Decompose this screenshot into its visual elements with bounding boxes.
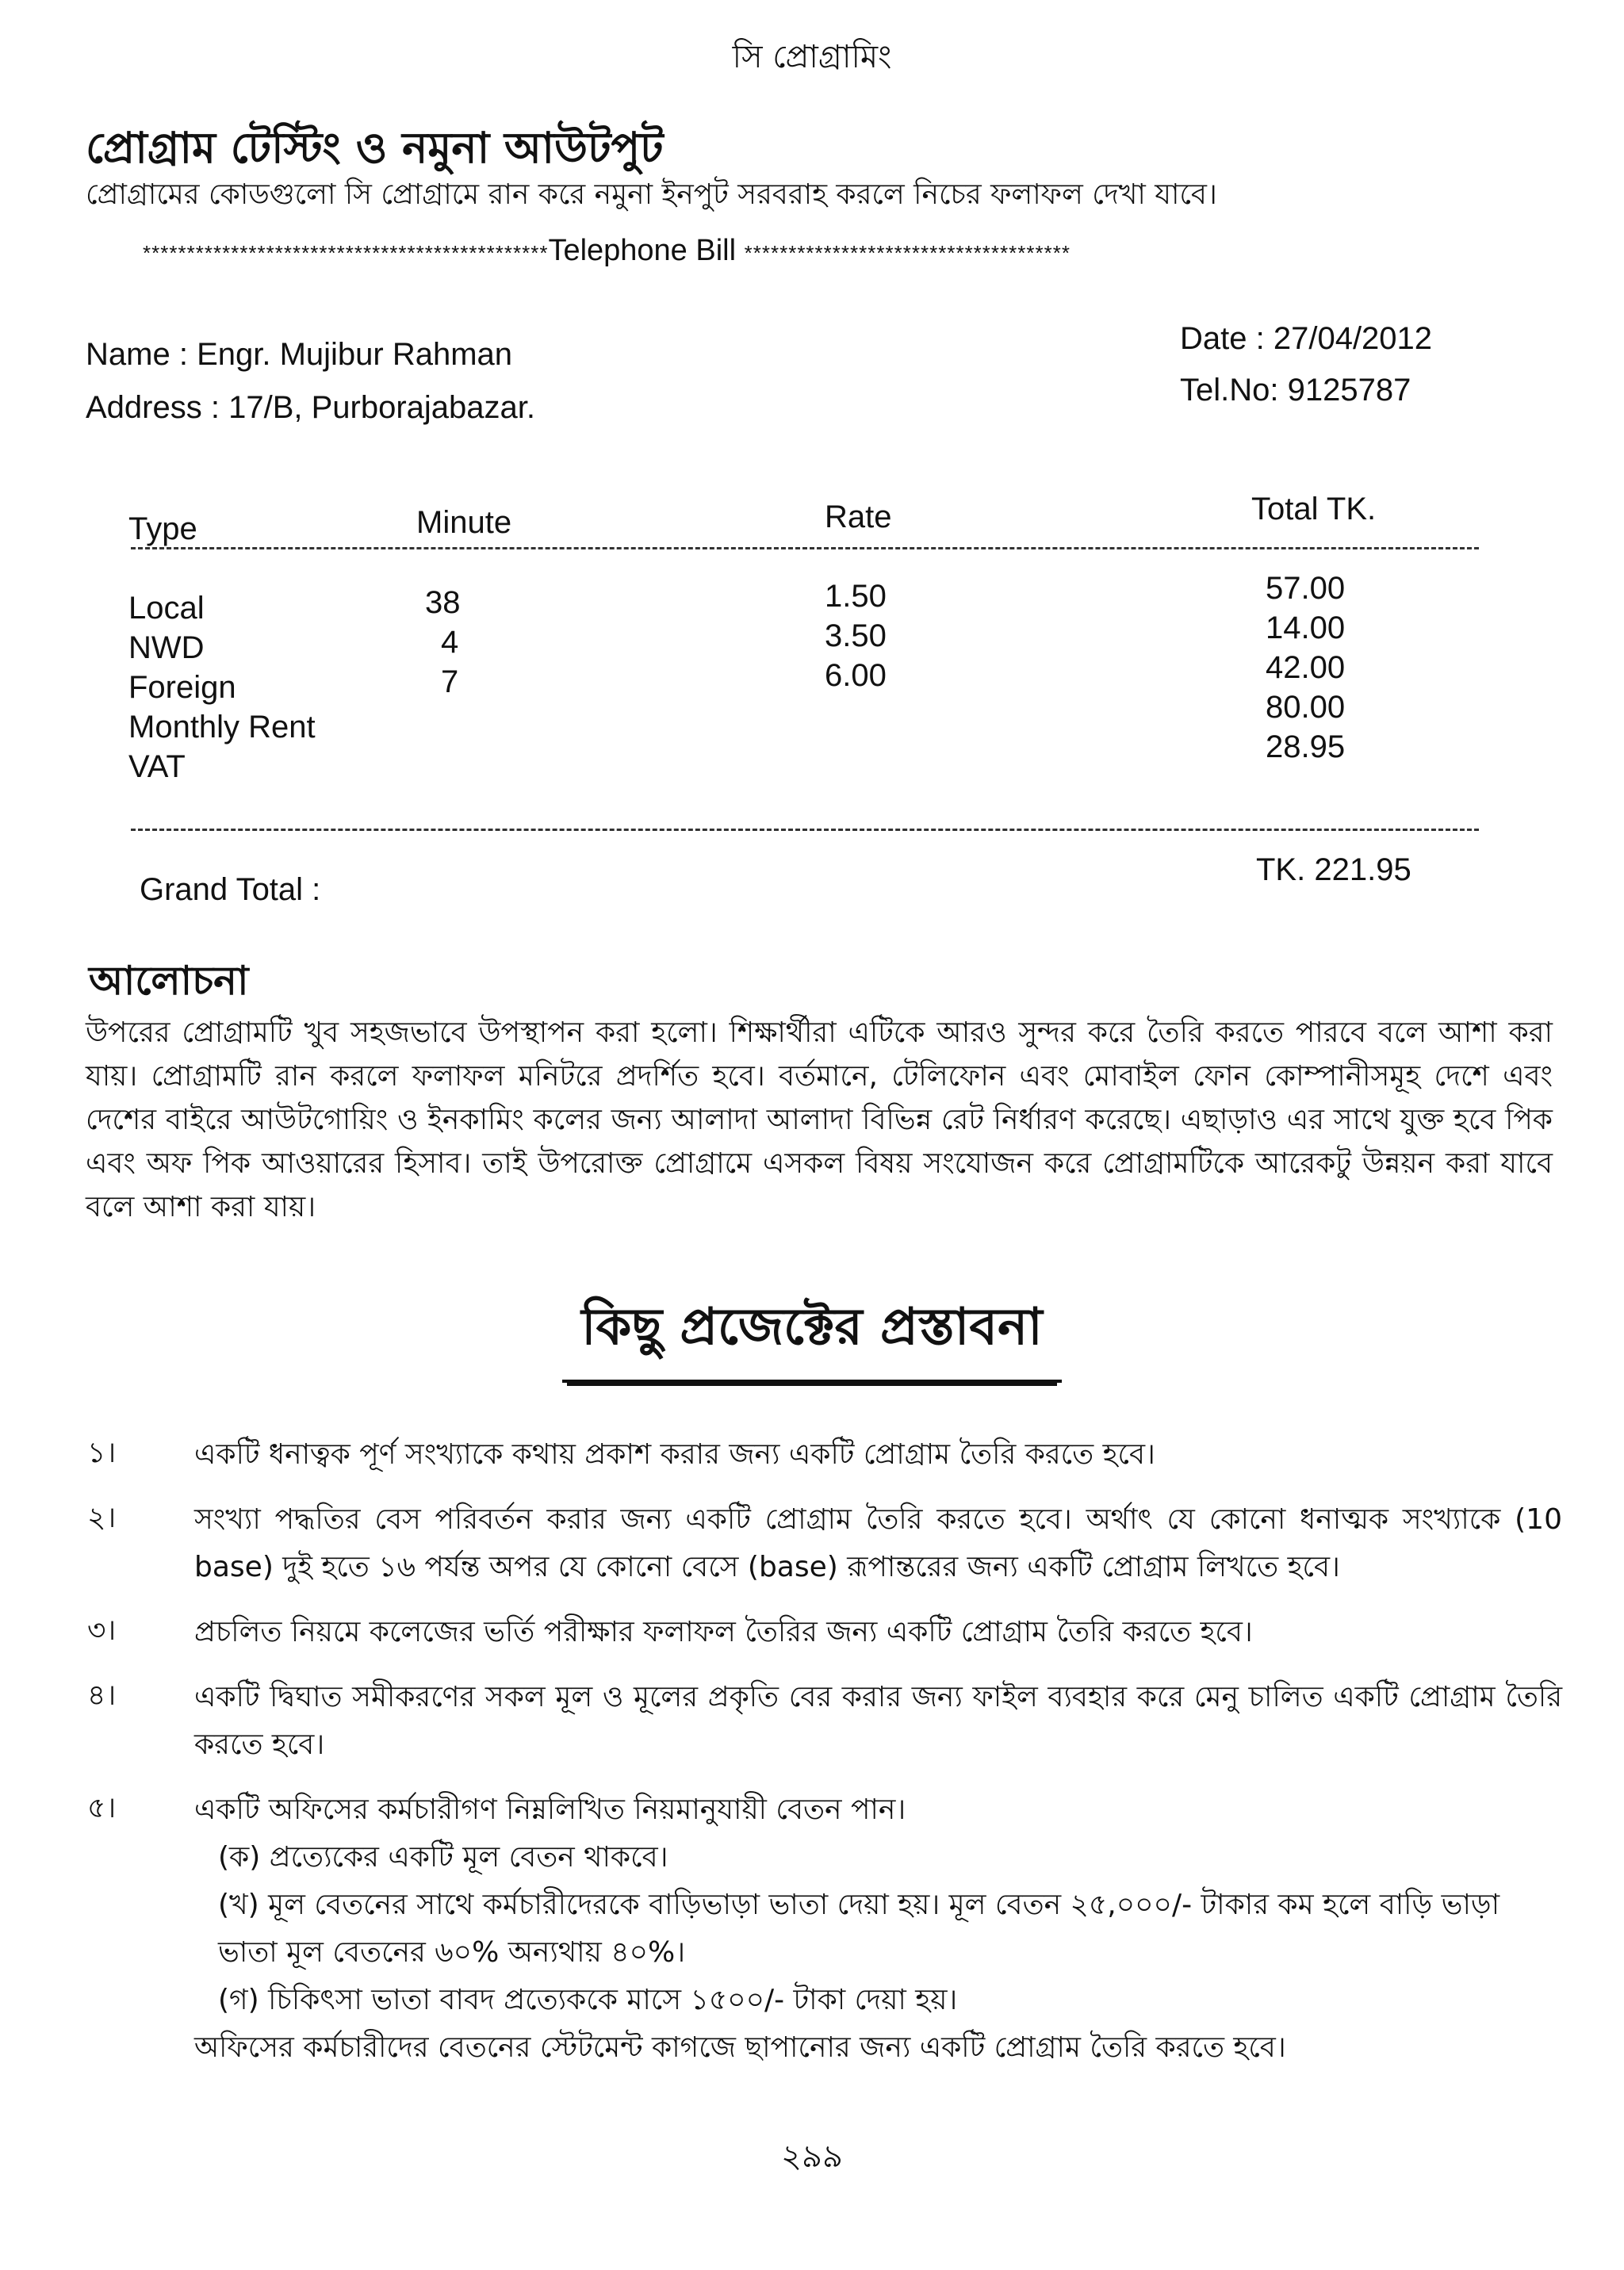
row-type: Foreign [128,670,236,705]
list-item [87,1674,1562,1769]
section-title: প্রোগ্রাম টেস্টিং ও নমুনা আউটপুট [86,123,664,173]
item-text: সংখ্যা পদ্ধতির বেস পরিবর্তন করার জন্য একটি প্রোগ্রাম তৈরি করতে হবে। অর্থাৎ যে কোনো ধনাত্মক সংখ্যাকে (10 base) দুই হতে ১৬ পর্যন্ত অপর যে কোনো বেসে (base) রূপান্তরের জন্য একটি প্রোগ্রাম লিখতে হবে। [194,1503,1562,1583]
item-number: ২। [87,1502,117,1534]
project-list [87,1431,1562,2072]
row-minute: 38 [425,585,461,620]
bill-telephone [1180,373,1411,408]
date-value: 27/04/2012 [1273,321,1433,356]
item-text: একটি ধনাত্বক পূর্ণ সংখ্যাকে কথায় প্রকাশ করার জন্য একটি প্রোগ্রাম তৈরি করতে হবে। [194,1438,1155,1471]
row-type: Local [128,591,205,626]
customer-address [86,390,535,426]
row-total: 28.95 [1266,729,1346,764]
bill-date [1180,321,1432,357]
table-rule-top [131,547,1479,549]
item-text: একটি দ্বিঘাত সমীকরণের সকল মূল ও মূলের প্রকৃতি বের করার জন্য ফাইল ব্যবহার করে মেনু চালিত একটি প্রোগ্রাম তৈরি করতে হবে। [194,1681,1562,1761]
customer-name [86,337,512,373]
table-rule-bottom [131,829,1479,831]
row-minute: 7 [441,664,459,699]
projects-title: কিছু প্রজেক্টের প্রস্তাবনা [562,1288,1061,1383]
item-text: একটি অফিসের কর্মচারীগণ নিম্নলিখিত নিয়মানুযায়ী বেতন পান। [194,1793,906,1826]
intro-paragraph: প্রোগ্রামের কোডগুলো সি প্রোগ্রামে রান করে নমুনা ইনপুট সরবরাহ করলে নিচের ফলাফল দেখা যাবে। [86,178,1217,211]
discussion-paragraph: উপরের প্রোগ্রামটি খুব সহজভাবে উপস্থাপন করা হলো। শিক্ষার্থীরা এটিকে আরও সুন্দর করে তৈরি করতে পারবে বলে আশা করা যায়। প্রোগ্রামটি রান করলে ফলাফল মনিটরে প্রদর্শিত হবে। বর্তমানে, টেলিফোন এবং মোবাইল ফোন কোম্পানীসমূহ দেশে এবং দেশের বাইরে আউটগোয়িং ও ইনকামিং কলের জন্য আলাদা আলাদা বিভিন্ন রেট নির্ধারণ করেছে। এছাড়াও এর সাথে যুক্ত হবে পিক এবং অফ পিক আওয়ারের হিসাব। তাই উপরোক্ত প্রোগ্রামে এসকল বিষয় সংযোজন করে প্রোগ্রামটিকে আরেকটু উন্নয়ন করা যাবে বলে আশা করা যায়। [86,1016,1553,1223]
row-rate: 1.50 [825,579,887,614]
banner-stars-left: ********************************************** [143,241,549,265]
list-item [87,1496,1562,1591]
row-type: VAT [128,749,186,784]
bill-banner [143,234,1071,268]
item-number: ৫। [87,1792,117,1824]
item-number: ৩। [87,1614,117,1647]
sub-item: (ক) প্রত্যেকের একটি মূল বেতন থাকবে। [218,1841,668,1874]
address-value: 17/B, Purborajabazar. [228,390,536,425]
address-label: Address : [86,390,220,425]
tel-value: 9125787 [1287,373,1411,408]
projects-heading [0,1288,1624,1383]
discussion-title: আলোচনা [89,958,249,1004]
header-total: Total TK. [1251,492,1377,526]
grand-total-label: Grand Total : [140,872,321,907]
sub-item: (গ) চিকিৎসা ভাতা বাবদ প্রত্যেককে মাসে ১৫০০/- টাকা দেয়া হয়। [218,1984,958,2016]
row-total: 57.00 [1266,571,1346,606]
header-rate: Rate [825,500,892,534]
row-minute: 4 [441,625,459,660]
header-type: Type [128,511,197,546]
row-type: NWD [128,630,205,665]
banner-stars-right: ************************************* [744,241,1071,265]
row-total: 14.00 [1266,611,1346,645]
list-item [87,1431,1562,1479]
row-type: Monthly Rent [128,710,316,745]
bill-title: Telephone Bill [548,234,737,267]
sub-item: (খ) মূল বেতনের সাথে কর্মচারীদেরকে বাড়িভাড়া ভাতা দেয়া হয়। মূল বেতন ২৫,০০০/- টাকার কম হলে বাড়ি ভাড়া ভাতা মূল বেতনের ৬০% অন্যথায় ৪০%। [218,1889,1500,1969]
tel-label: Tel.No: [1180,373,1279,408]
header-minute: Minute [416,505,512,540]
list-item [87,1786,1562,1834]
item-number: ১। [87,1437,117,1469]
row-total: 42.00 [1266,650,1346,685]
closing-line: অফিসের কর্মচারীদের বেতনের স্টেটমেন্ট কাগজে ছাপানোর জন্য একটি প্রোগ্রাম তৈরি করতে হবে। [194,2031,1286,2064]
name-label: Name : [86,337,188,372]
running-head: সি প্রোগ্রামিং [732,39,892,75]
item-number: ৪। [87,1679,117,1712]
date-label: Date : [1180,321,1265,356]
item-text: প্রচলিত নিয়মে কলেজের ভর্তি পরীক্ষার ফলাফল তৈরির জন্য একটি প্রোগ্রাম তৈরি করতে হবে। [194,1616,1253,1648]
row-total: 80.00 [1266,690,1346,725]
name-value: Engr. Mujibur Rahman [197,337,513,372]
row-rate: 3.50 [825,618,887,653]
page-number: ২৯৯ [781,2138,843,2175]
grand-total-value: TK. 221.95 [1256,852,1411,887]
list-item [87,1609,1562,1656]
row-rate: 6.00 [825,658,887,693]
